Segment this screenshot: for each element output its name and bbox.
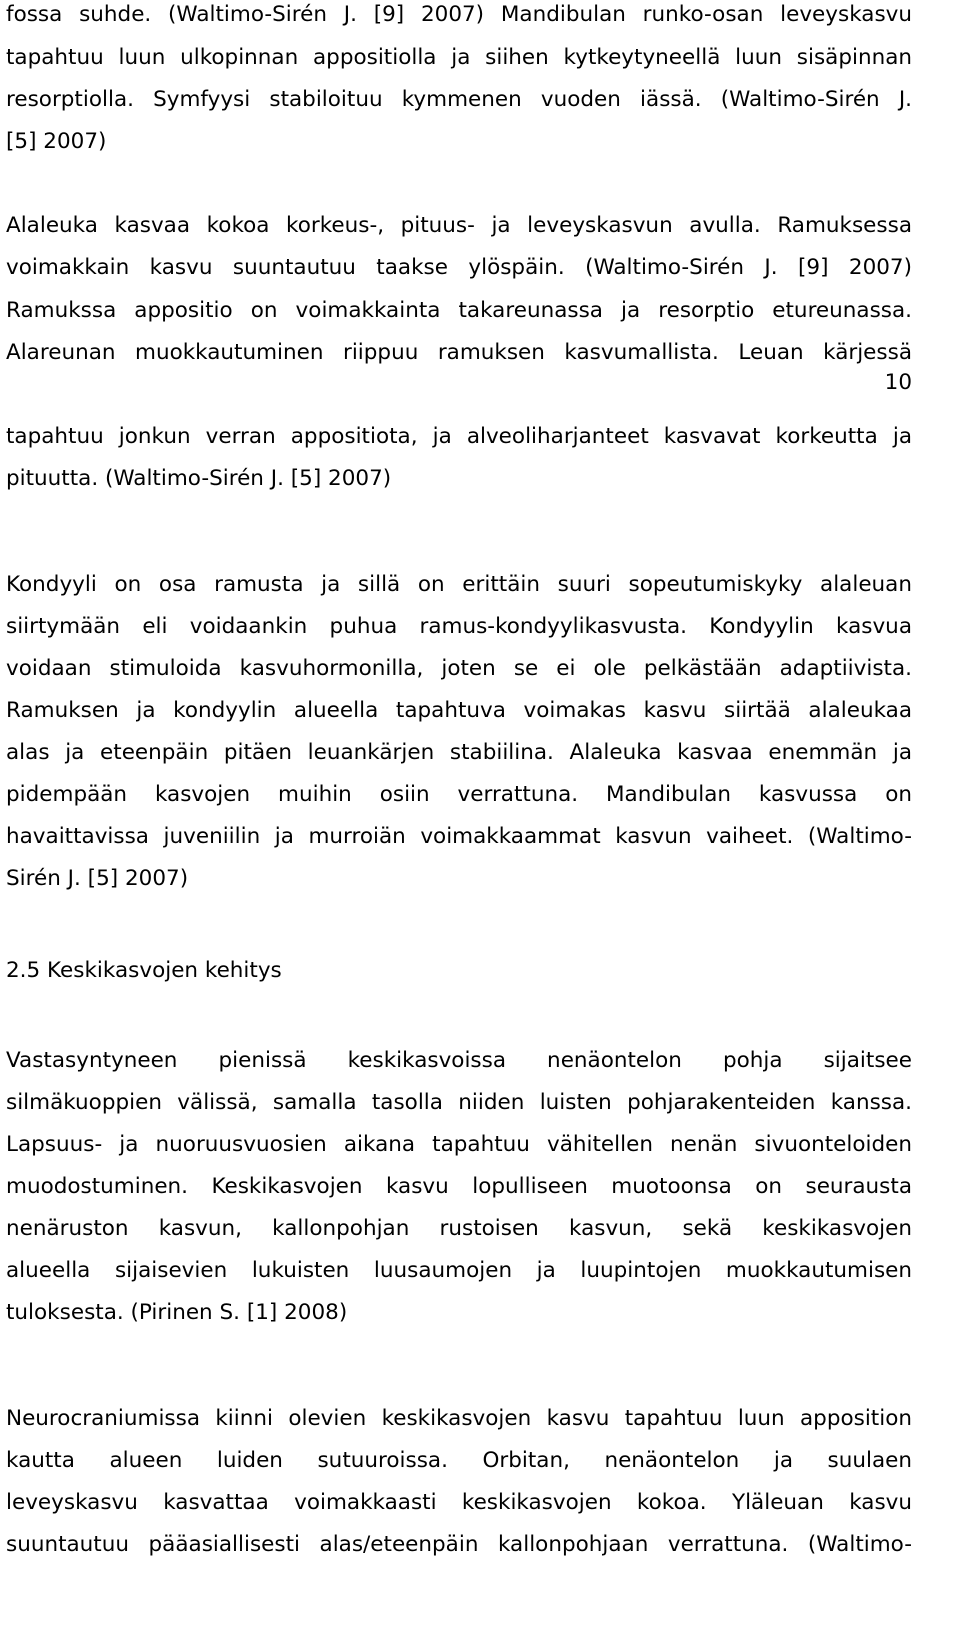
paragraph-1-line-1: fossa suhde. (Waltimo-Sirén J. [9] 2007) Mandibulan runko-osan leveyskasvu [6,2,912,27]
paragraph-2-line-3: Ramukssa appositio on voimakkainta takareunassa ja resorptio etureunassa. [6,298,912,323]
paragraph-4-line-7: tuloksesta. (Pirinen S. [1] 2008) [6,1300,348,1325]
page-number: 10 [884,370,912,395]
paragraph-2-line-6: pituutta. (Waltimo-Sirén J. [5] 2007) [6,466,392,491]
paragraph-2-line-2: voimakkain kasvu suuntautuu taakse ylöspäin. (Waltimo-Sirén J. [9] 2007) [6,255,912,280]
paragraph-4-line-1: Vastasyntyneen pienissä keskikasvoissa nenäontelon pohja sijaitsee [6,1048,912,1073]
paragraph-5-line-1: Neurocraniumissa kiinni olevien keskikasvojen kasvu tapahtuu luun apposition [6,1406,912,1431]
paragraph-4-line-4: muodostuminen. Keskikasvojen kasvu lopulliseen muotoonsa on seurausta [6,1174,912,1199]
paragraph-2-line-5: tapahtuu jonkun verran appositiota, ja alveoliharjanteet kasvavat korkeutta ja [6,424,912,449]
paragraph-4-line-2: silmäkuoppien välissä, samalla tasolla niiden luisten pohjarakenteiden kanssa. [6,1090,912,1115]
paragraph-2-line-1: Alaleuka kasvaa kokoa korkeus-, pituus- ja leveyskasvun avulla. Ramuksessa [6,213,912,238]
paragraph-4-line-5: nenäruston kasvun, kallonpohjan rustoisen kasvun, sekä keskikasvojen [6,1216,912,1241]
paragraph-3-line-2: siirtymään eli voidaankin puhua ramus-kondyylikasvusta. Kondyylin kasvua [6,614,912,639]
paragraph-5-line-2: kautta alueen luiden sutuuroissa. Orbitan, nenäontelon ja suulaen [6,1448,912,1473]
paragraph-3-line-1: Kondyyli on osa ramusta ja sillä on erittäin suuri sopeutumiskyky alaleuan [6,572,912,597]
section-heading: 2.5 Keskikasvojen kehitys [6,958,282,983]
paragraph-3-line-6: pidempään kasvojen muihin osiin verrattuna. Mandibulan kasvussa on [6,782,912,807]
paragraph-5-line-3: leveyskasvu kasvattaa voimakkaasti keskikasvojen kokoa. Yläleuan kasvu [6,1490,912,1515]
paragraph-3-line-3: voidaan stimuloida kasvuhormonilla, joten se ei ole pelkästään adaptiivista. [6,656,912,681]
paragraph-3-line-8: Sirén J. [5] 2007) [6,866,189,891]
paragraph-1-line-4: [5] 2007) [6,129,107,154]
paragraph-5-line-4: suuntautuu pääasiallisesti alas/eteenpäin kallonpohjaan verrattuna. (Waltimo- [6,1532,912,1557]
paragraph-3-line-5: alas ja eteenpäin pitäen leuankärjen stabiilina. Alaleuka kasvaa enemmän ja [6,740,912,765]
paragraph-4-line-6: alueella sijaisevien lukuisten luusaumojen ja luupintojen muokkautumisen [6,1258,912,1283]
paragraph-3-line-4: Ramuksen ja kondyylin alueella tapahtuva voimakas kasvu siirtää alaleukaa [6,698,912,723]
paragraph-4-line-3: Lapsuus- ja nuoruusvuosien aikana tapahtuu vähitellen nenän sivuonteloiden [6,1132,912,1157]
paragraph-2-line-4: Alareunan muokkautuminen riippuu ramuksen kasvumallista. Leuan kärjessä [6,340,912,365]
paragraph-1-line-3: resorptiolla. Symfyysi stabiloituu kymmenen vuoden iässä. (Waltimo-Sirén J. [6,87,912,112]
paragraph-3-line-7: havaittavissa juveniilin ja murroiän voimakkaammat kasvun vaiheet. (Waltimo- [6,824,912,849]
paragraph-1-line-2: tapahtuu luun ulkopinnan appositiolla ja siihen kytkeytyneellä luun sisäpinnan [6,45,912,70]
